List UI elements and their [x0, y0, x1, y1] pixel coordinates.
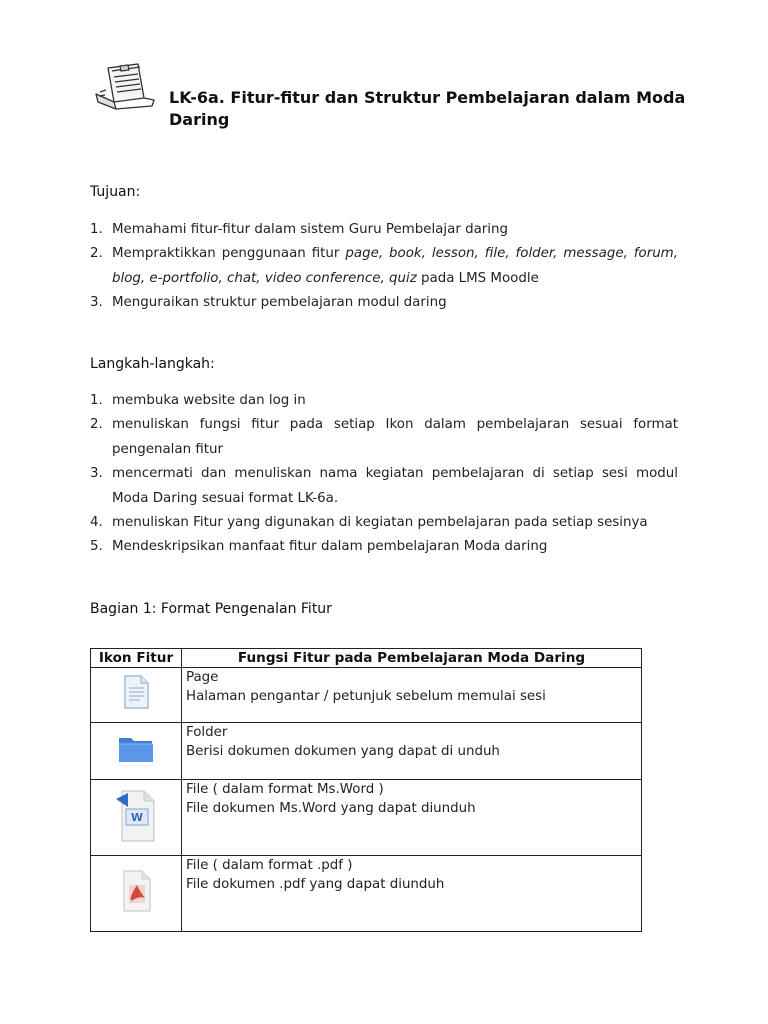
item-text: Memahami fitur-fitur dalam sistem Guru Pembelajar daring — [112, 222, 508, 237]
item-text: mencermati dan menuliskan nama kegiatan pembelajaran di setiap sesi modul Moda Daring sesuai format LK-6a. — [112, 466, 678, 506]
icon-cell — [91, 780, 182, 856]
langkah-item — [90, 535, 678, 559]
feature-table — [90, 648, 642, 932]
item-text: membuka website dan log in — [112, 393, 306, 408]
word-file-icon — [112, 810, 160, 849]
feature-name: Page — [186, 670, 219, 685]
table-row — [91, 780, 642, 856]
tujuan-heading: Tujuan: — [90, 184, 141, 200]
tujuan-item — [90, 218, 678, 242]
function-cell — [182, 780, 642, 856]
function-cell — [182, 723, 642, 780]
langkah-item — [90, 389, 678, 413]
list-number: 3. — [90, 466, 103, 482]
document-title: LK-6a. Fitur-fitur dan Struktur Pembelajaran dalam Moda Daring — [169, 88, 686, 129]
feature-name: File ( dalam format .pdf ) — [186, 858, 353, 873]
function-cell — [182, 668, 642, 723]
column-header-icon: Ikon Fitur — [91, 649, 182, 668]
icon-cell — [91, 723, 182, 780]
feature-name: Folder — [186, 725, 228, 740]
feature-description: File dokumen Ms.Word yang dapat diunduh — [186, 801, 476, 816]
column-header-function: Fungsi Fitur pada Pembelajaran Moda Daring — [182, 649, 642, 668]
bagian-heading: Bagian 1: Format Pengenalan Fitur — [90, 601, 332, 617]
item-text: Menguraikan struktur pembelajaran modul daring — [112, 295, 447, 311]
svg-text:W: W — [130, 810, 144, 824]
folder-icon — [116, 755, 156, 770]
list-number: 3. — [90, 295, 103, 311]
feature-description: Berisi dokumen dokumen yang dapat di unduh — [186, 744, 500, 759]
list-number: 2. — [90, 246, 103, 262]
feature-name: File ( dalam format Ms.Word ) — [186, 782, 384, 797]
table-row — [91, 668, 642, 723]
item-text: menuliskan Fitur yang digunakan di kegiatan pembelajaran pada setiap sesinya — [112, 515, 648, 531]
list-number: 4. — [90, 515, 103, 531]
pdf-file-icon — [116, 904, 156, 919]
langkah-item — [90, 413, 678, 462]
item-text: page, book, lesson, file, folder, message, forum, blog, e-portfolio, chat, video conference, quiz — [112, 246, 678, 286]
table-row — [91, 856, 642, 932]
langkah-list — [90, 389, 678, 560]
table-row — [91, 723, 642, 780]
langkah-item — [90, 462, 678, 511]
item-text: Mendeskripsikan manfaat fitur dalam pembelajaran Moda daring — [112, 539, 548, 555]
page-document-icon — [119, 700, 153, 715]
tujuan-list — [90, 218, 678, 316]
list-number: 2. — [90, 417, 103, 433]
item-text: pada LMS Moodle — [416, 270, 539, 286]
checklist-clipboard-icon — [94, 62, 158, 112]
feature-description: File dokumen .pdf yang dapat diunduh — [186, 877, 445, 892]
function-cell — [182, 856, 642, 932]
table-header-row — [91, 649, 642, 668]
tujuan-item — [90, 291, 678, 315]
langkah-item — [90, 511, 678, 535]
list-number: 5. — [90, 539, 103, 555]
langkah-heading: Langkah-langkah: — [90, 356, 215, 372]
list-number: 1. — [90, 393, 103, 408]
tujuan-item — [90, 242, 678, 291]
item-text: Mempraktikkan penggunaan fitur — [112, 246, 346, 262]
icon-cell — [91, 668, 182, 723]
list-number: 1. — [90, 222, 103, 237]
icon-cell — [91, 856, 182, 932]
item-text: menuliskan fungsi fitur pada setiap Ikon dalam pembelajaran sesuai format pengenalan fitur — [112, 417, 678, 457]
feature-description: Halaman pengantar / petunjuk sebelum memulai sesi — [186, 689, 546, 704]
